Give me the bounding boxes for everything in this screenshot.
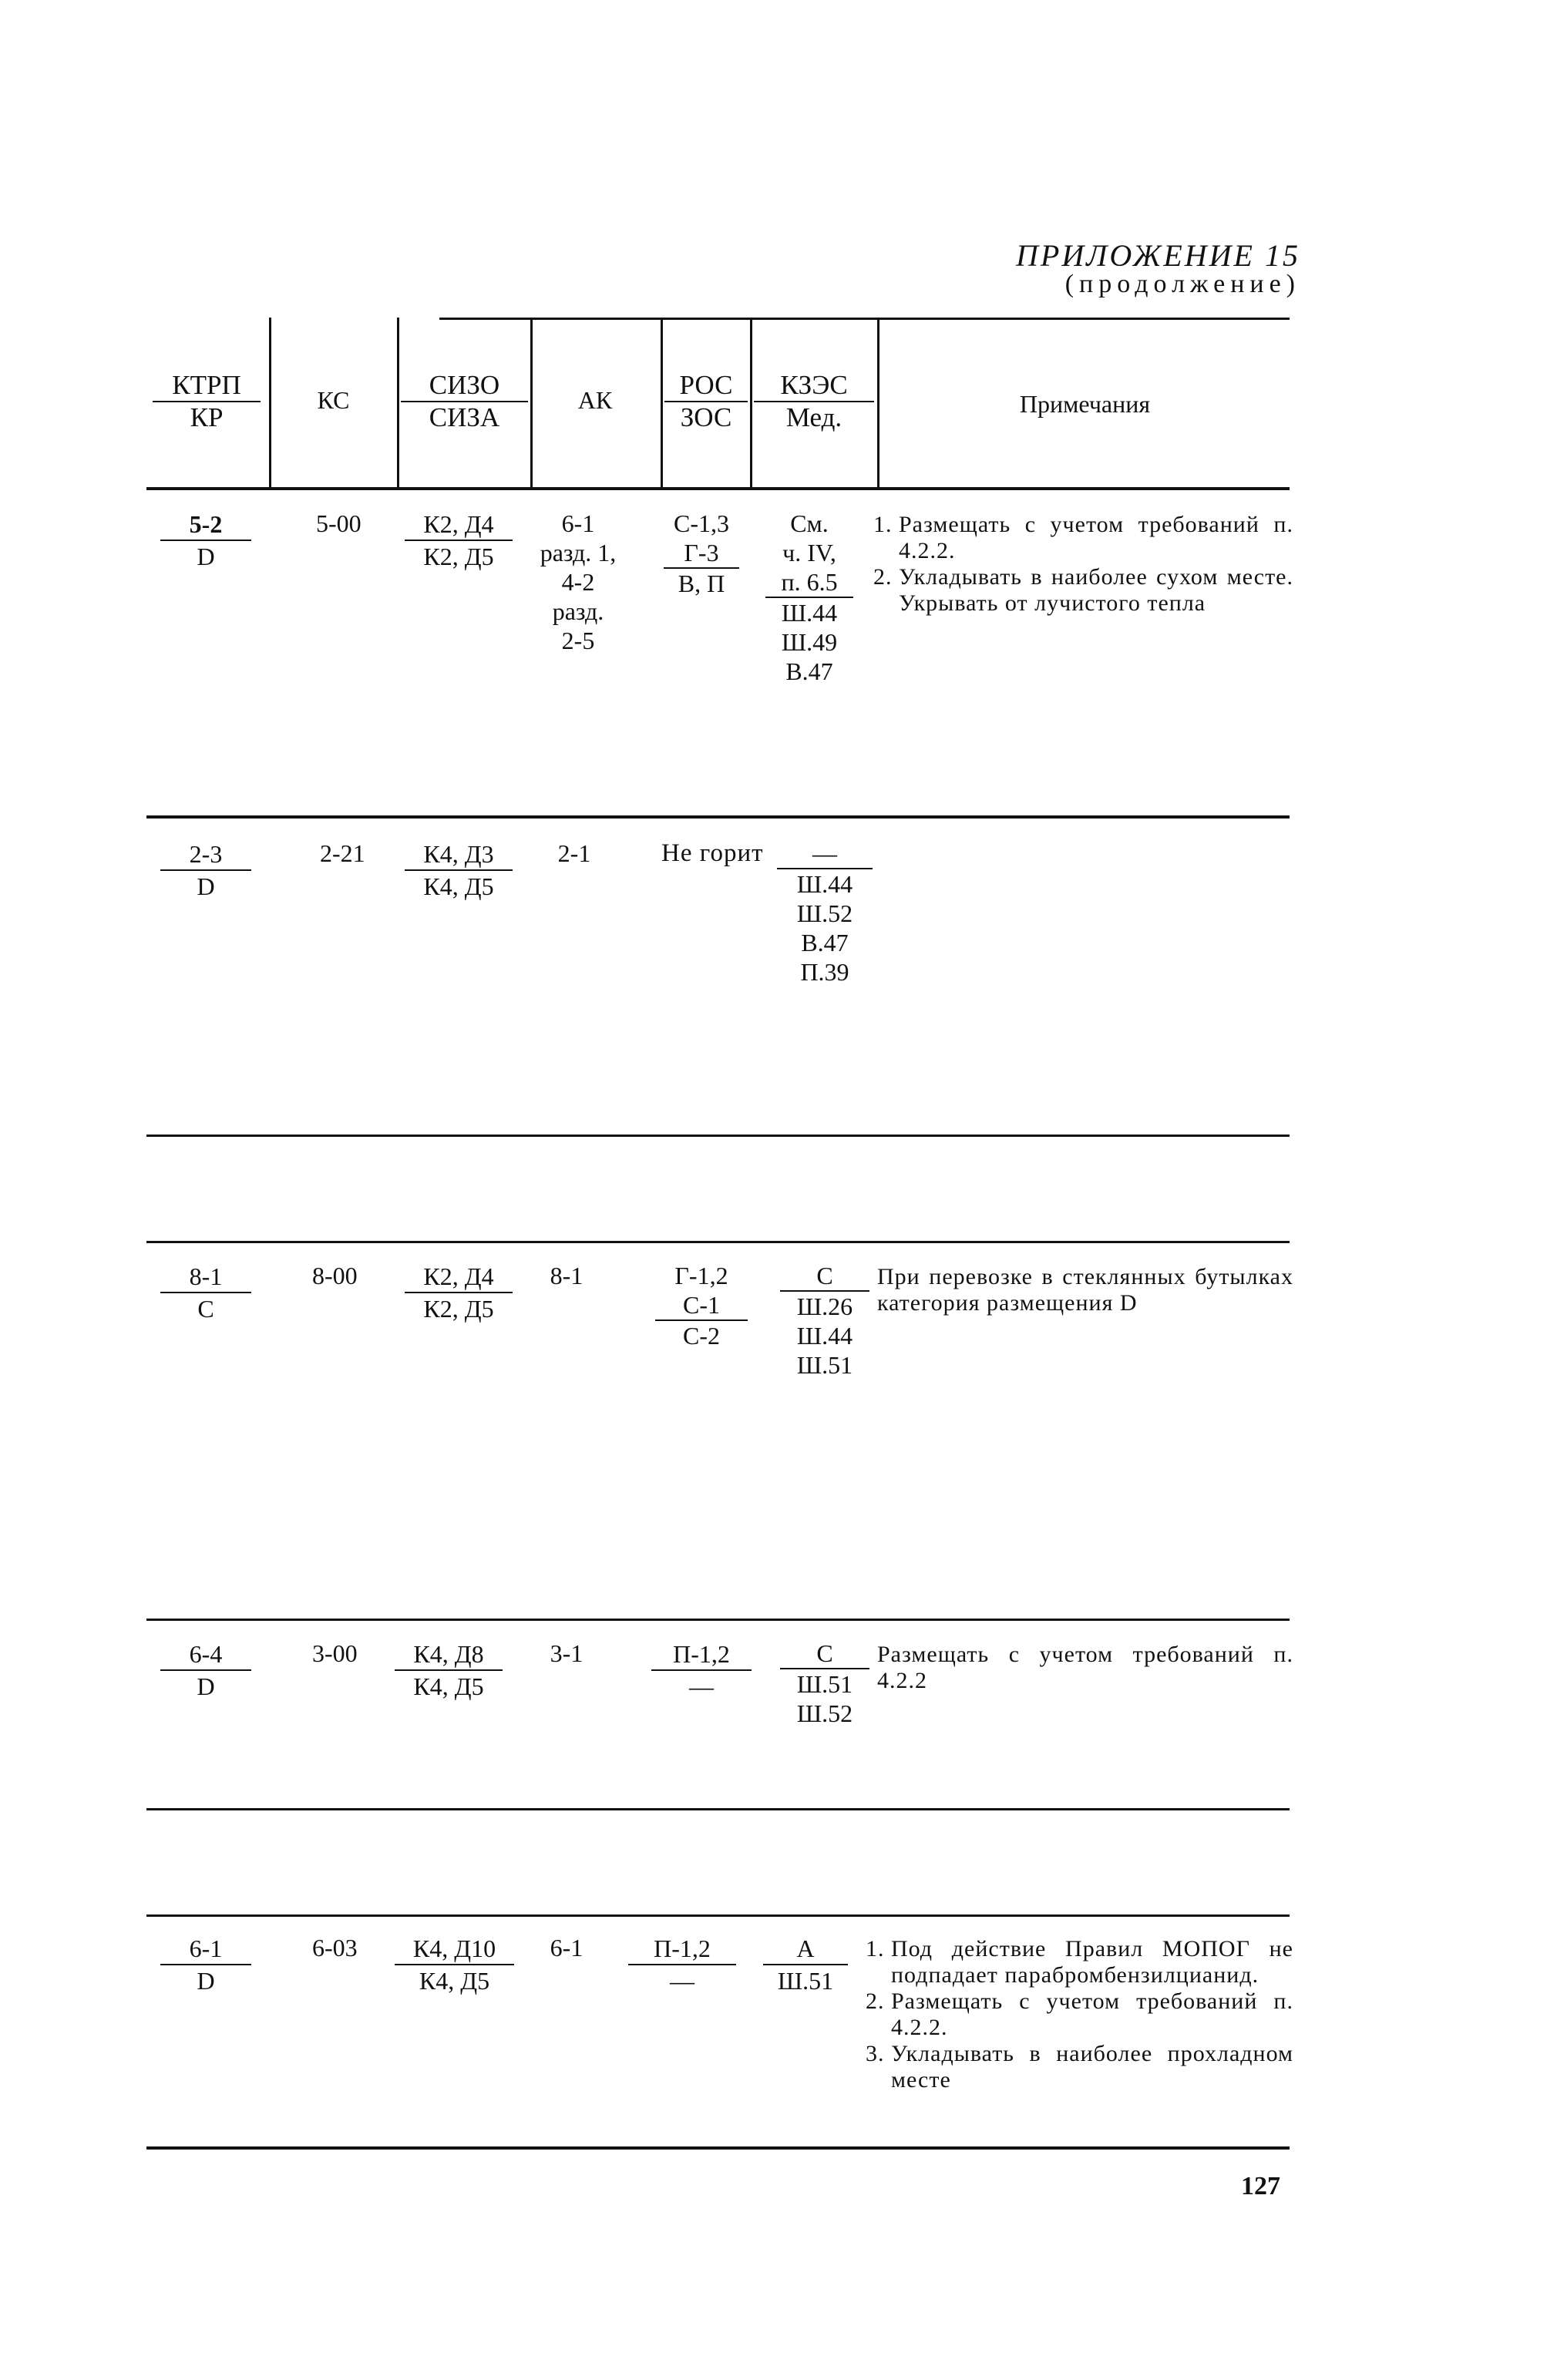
- kzes-line: ч. IV,: [782, 539, 836, 566]
- ak-line: 3-1: [550, 1639, 583, 1667]
- med-line: Ш.44: [765, 597, 853, 627]
- kzes-med-cell: [771, 839, 879, 987]
- table-bottom-rule: [146, 2146, 1290, 2150]
- sizo-siza-cell: [405, 509, 513, 572]
- ros-zos-cell: [628, 1933, 736, 1996]
- ros-value: Не горит: [661, 839, 764, 867]
- header-siza: СИЗА: [429, 402, 500, 432]
- ak-line: разд. 1,: [540, 539, 617, 566]
- med-line: В.47: [785, 657, 833, 685]
- ak-line: 4-2: [561, 568, 595, 596]
- ktrp-kr-cell: [160, 839, 251, 902]
- page-number: 127: [1241, 2172, 1280, 2200]
- ak-value: [532, 839, 617, 868]
- ak-value: [532, 1639, 601, 1668]
- ros-value: П-1,2: [628, 1933, 736, 1965]
- header-bottom-rule: [146, 487, 1290, 490]
- sizo-value: К4, Д8: [395, 1639, 503, 1671]
- header-sizo-siza: [401, 370, 528, 433]
- notes-cell: Размещать с учетом требований п. 4.2.2: [877, 1642, 1293, 1693]
- notes-cell: [871, 512, 1293, 617]
- appendix-subtitle: (продолжение): [1064, 270, 1300, 298]
- ros-line: Г-1,2: [674, 1262, 728, 1289]
- row-separator: [146, 1914, 1290, 1917]
- header-divider: [661, 318, 663, 487]
- row-separator: [146, 1619, 1290, 1621]
- header-kr: КР: [190, 402, 224, 432]
- ros-line: С-1,3: [674, 509, 729, 537]
- kr-value: D: [197, 1672, 215, 1700]
- ak-line: разд.: [552, 597, 604, 625]
- row-separator: [146, 815, 1290, 819]
- sizo-value: К4, Д3: [405, 839, 513, 871]
- ktrp-value: 2-3: [160, 839, 251, 871]
- sizo-siza-cell: [405, 1261, 513, 1324]
- ros-zos-cell: [647, 1261, 755, 1350]
- med-line: Ш.44: [796, 1322, 853, 1350]
- header-ktrp: КТРП: [153, 370, 261, 402]
- header-kzes-med: [754, 370, 874, 433]
- kzes-med-cell: [779, 1261, 871, 1380]
- header-med: Мед.: [785, 402, 842, 432]
- note-item: 2. Размещать с учетом требований п. 4.2.2.: [891, 1988, 1293, 2041]
- siza-value: К4, Д5: [423, 872, 494, 900]
- ktrp-value: 5-2: [160, 509, 251, 541]
- zos-value: В, П: [664, 567, 739, 598]
- row-separator: [146, 1135, 1290, 1137]
- med-value: Ш.51: [777, 1967, 834, 1995]
- kr-value: D: [197, 1967, 215, 1995]
- ktrp-value: 8-1: [160, 1261, 251, 1293]
- med-line: Ш.26: [780, 1290, 869, 1321]
- ktrp-kr-cell: [160, 1639, 251, 1702]
- med-line: Ш.52: [796, 1699, 853, 1727]
- header-divider: [750, 318, 752, 487]
- med-line: Ш.49: [781, 628, 838, 656]
- header-sizo: СИЗО: [401, 370, 528, 402]
- header-ak: АК: [577, 386, 613, 414]
- header-notes: Примечания: [1019, 390, 1151, 418]
- header-ros-zos: [664, 370, 748, 433]
- ros-zos-cell: [659, 509, 744, 598]
- sizo-siza-cell: [395, 1933, 514, 1996]
- siza-value: К2, Д5: [423, 543, 494, 570]
- ros-line: С-1: [683, 1291, 720, 1319]
- ktrp-kr-cell: [160, 1261, 251, 1324]
- zos-value: С-2: [655, 1319, 748, 1350]
- note-item: 1. Размещать с учетом требований п. 4.2.2.: [899, 512, 1293, 564]
- ak-line: 6-1: [561, 509, 595, 537]
- ak-value: [532, 1261, 601, 1290]
- zos-value: —: [689, 1672, 714, 1700]
- kzes-med-cell: [759, 509, 859, 686]
- kzes-value: А: [763, 1933, 848, 1965]
- note-item: 2. Укладывать в наиболее сухом месте. Укрывать от лучистого тепла: [899, 564, 1293, 617]
- sizo-siza-cell: [395, 1639, 503, 1702]
- ros-value: П-1,2: [651, 1639, 752, 1671]
- header-divider: [530, 318, 533, 487]
- kzes-line: —: [812, 839, 837, 867]
- med-line: Ш.51: [780, 1668, 869, 1699]
- siza-value: К4, Д5: [413, 1672, 484, 1700]
- ak-value: [524, 509, 632, 655]
- notes-cell: [863, 1936, 1293, 2093]
- note-item: 3. Укладывать в наиболее прохладном месте: [891, 2041, 1293, 2093]
- siza-value: К2, Д5: [423, 1295, 494, 1323]
- kzes-line: См.: [790, 509, 829, 537]
- ks-value: 2-21: [320, 839, 365, 867]
- appendix-title: ПРИЛОЖЕНИЕ 15: [1016, 238, 1300, 273]
- kzes-line: С: [816, 1262, 833, 1289]
- zos-value: —: [670, 1967, 694, 1995]
- header-ks: КС: [317, 386, 350, 414]
- ros-zos-cell: [651, 1639, 752, 1702]
- ks-value: 6-03: [312, 1934, 358, 1961]
- table-top-rule: [439, 318, 1290, 320]
- ks-value: 3-00: [312, 1639, 358, 1667]
- header-ros: РОС: [664, 370, 748, 402]
- header-kzes: КЗЭС: [754, 370, 874, 402]
- med-line: П.39: [800, 958, 849, 986]
- header-zos: ЗОС: [680, 402, 732, 432]
- med-line: Ш.51: [796, 1351, 853, 1379]
- notes-cell: При перевозке в стеклянных бутылках категория размещения D: [877, 1264, 1293, 1316]
- ktrp-kr-cell: [160, 509, 251, 572]
- kzes-med-cell: [763, 1933, 848, 1996]
- med-line: Ш.52: [796, 899, 853, 927]
- header-divider: [877, 318, 879, 487]
- med-line: В.47: [801, 929, 849, 956]
- ktrp-kr-cell: [160, 1933, 251, 1996]
- row-separator: [146, 1808, 1290, 1810]
- note-item: 1. Под действие Правил МОПОГ не подпадает парабромбензилцианид.: [891, 1936, 1293, 1988]
- sizo-siza-cell: [405, 839, 513, 902]
- header-divider: [397, 318, 399, 487]
- ktrp-value: 6-1: [160, 1933, 251, 1965]
- kzes-line: С: [816, 1639, 833, 1667]
- kzes-line: п. 6.5: [781, 568, 838, 596]
- ktrp-value: 6-4: [160, 1639, 251, 1671]
- header-ktrp-kr: [153, 370, 261, 433]
- header-divider: [269, 318, 271, 487]
- ak-value: [532, 1933, 601, 1962]
- ak-line: 6-1: [550, 1934, 583, 1961]
- ak-line: 2-1: [557, 839, 591, 867]
- kr-value: D: [197, 543, 215, 570]
- ros-line: Г-3: [684, 539, 719, 566]
- kr-value: С: [197, 1295, 214, 1323]
- med-line: Ш.44: [777, 868, 873, 899]
- sizo-value: К4, Д10: [395, 1933, 514, 1965]
- ks-value: 8-00: [312, 1262, 358, 1289]
- sizo-value: К2, Д4: [405, 509, 513, 541]
- kzes-med-cell: [779, 1639, 871, 1728]
- kr-value: D: [197, 872, 215, 900]
- siza-value: К4, Д5: [419, 1967, 490, 1995]
- sizo-value: К2, Д4: [405, 1261, 513, 1293]
- row-separator: [146, 1241, 1290, 1243]
- ks-value: 5-00: [316, 509, 362, 537]
- ak-line: 8-1: [550, 1262, 583, 1289]
- ak-line: 2-5: [561, 627, 595, 654]
